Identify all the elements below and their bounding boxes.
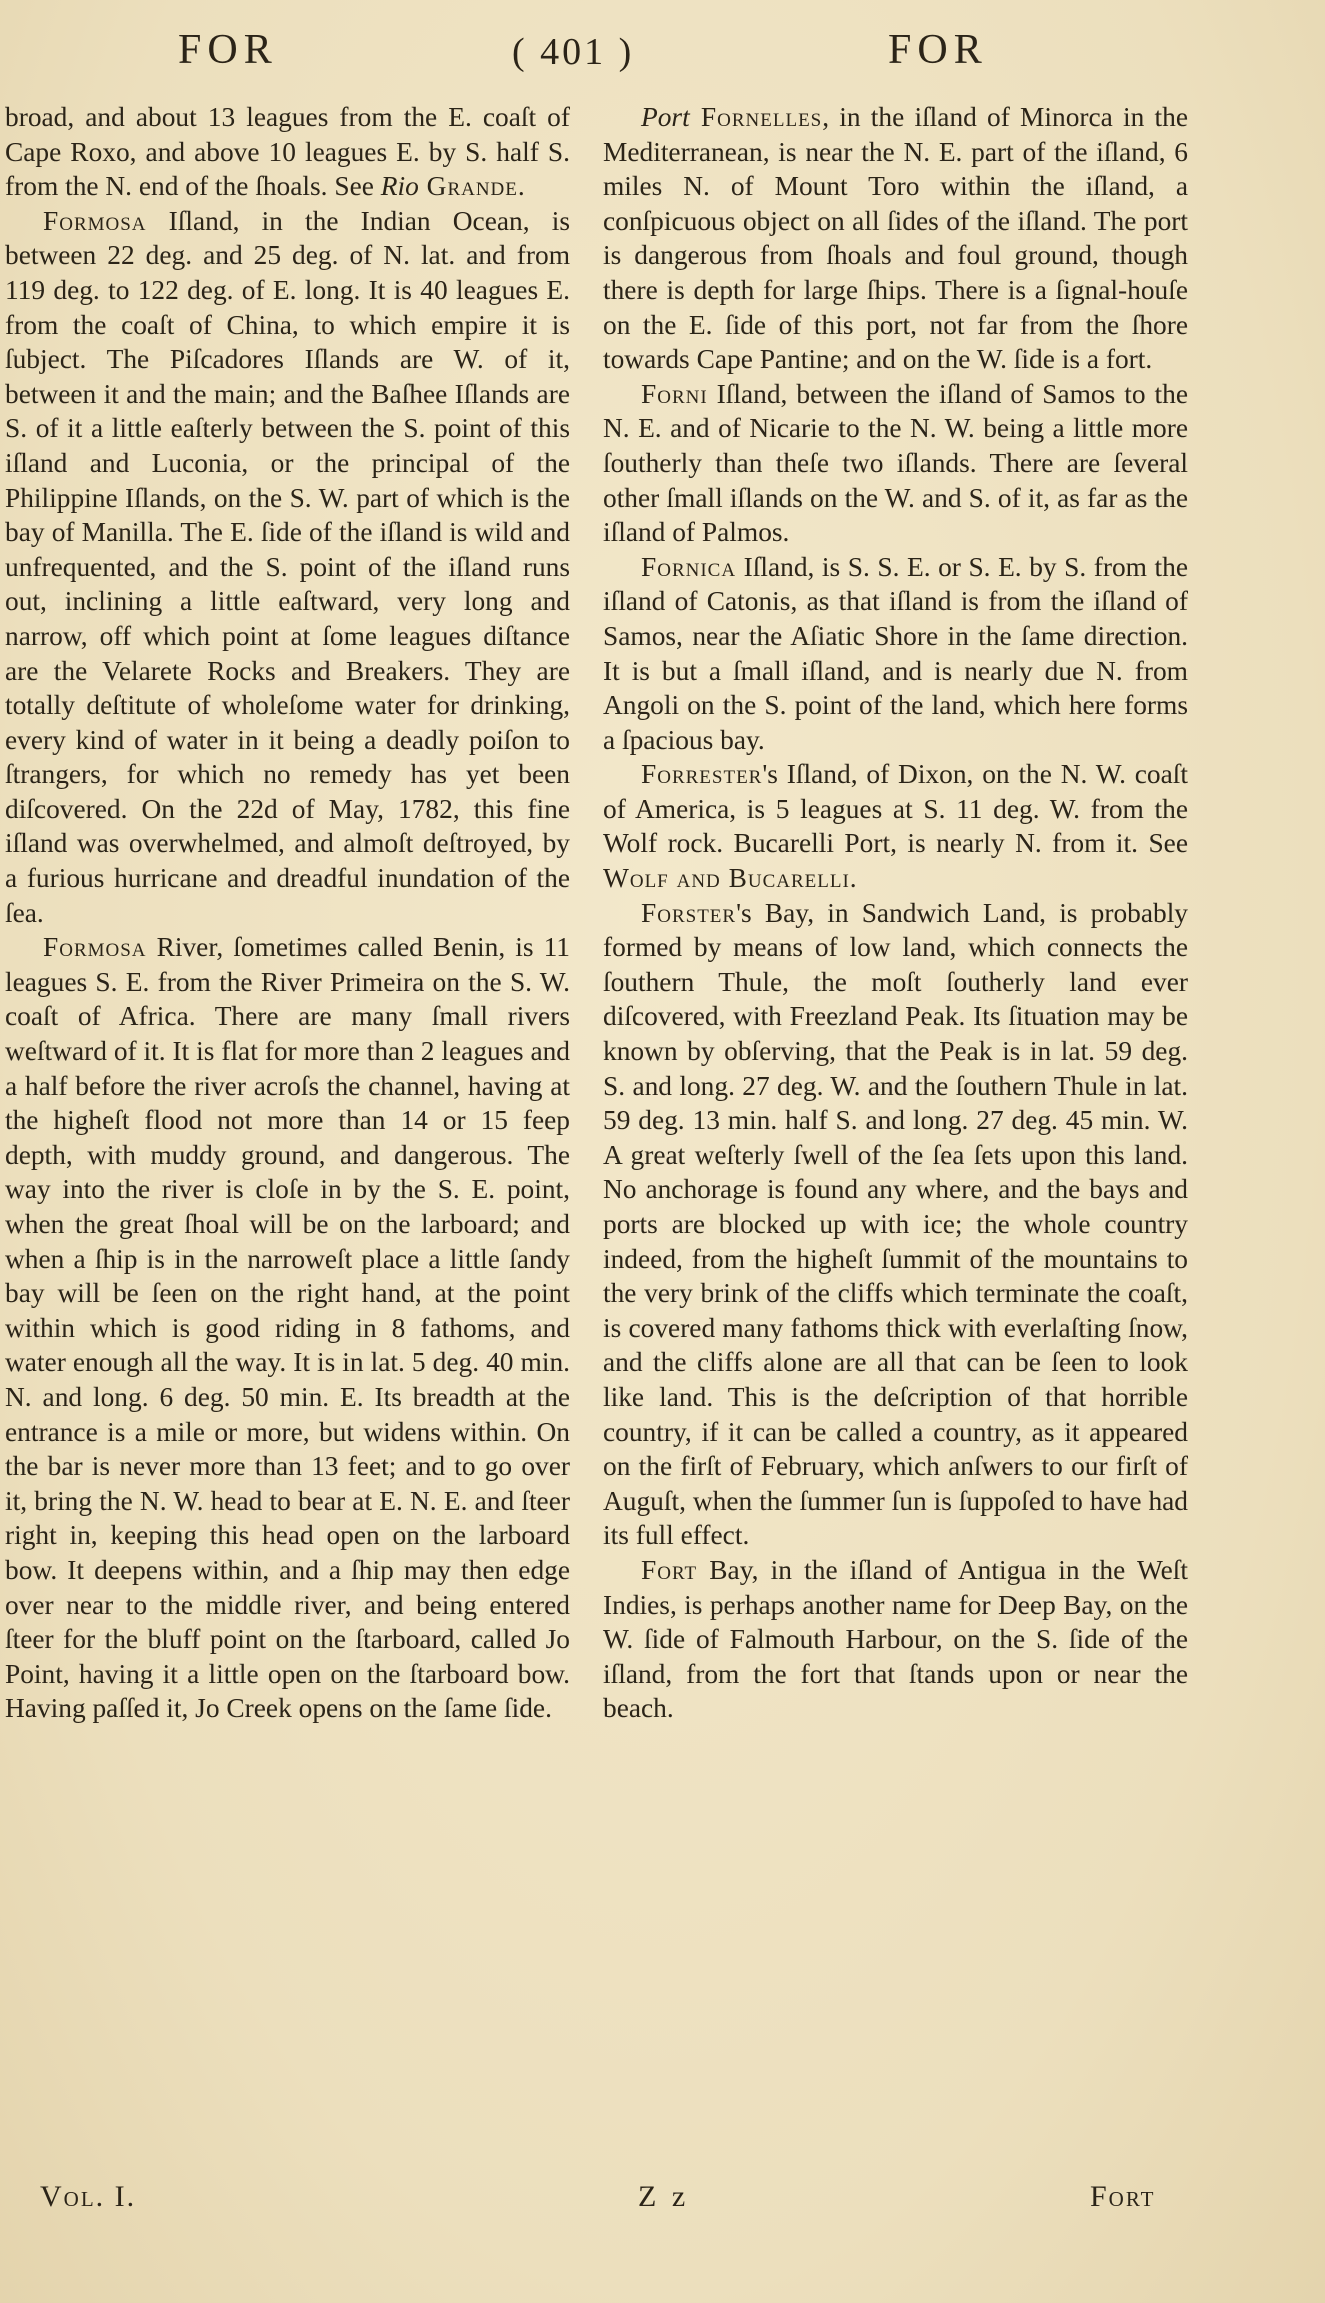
cross-ref-headword: Grande.: [418, 171, 526, 202]
right-column: [603, 100, 1188, 1726]
entry-formosa-river: [5, 930, 570, 1726]
cross-ref-italic: Rio: [380, 171, 419, 202]
entry-headword: Forrester: [641, 759, 763, 790]
entry-text: Iſland, between the iſland of Samos to the N. E. and of Nicarie to the N. W. being a little more ſoutherly than theſe two iſlands. There are ſeveral other ſmall iſlands on the W. and S. of it, as far as the iſland of Palmos.: [603, 378, 1188, 548]
entry-text: Iſland, is S. S. E. or S. E. by S. from the iſland of Catonis, as that iſland is from the iſland of Samos, near the Aſiatic Shore in the ſame direction. It is but a ſmall iſland, and is nearly due N. from Angoli on the S. point of the land, which here forms a ſpacious bay.: [603, 551, 1188, 755]
header-right-word: FOR: [888, 27, 988, 73]
entry-headword: Formosa: [43, 205, 147, 236]
entry-formosa-island: [5, 204, 570, 930]
entry-text: River, ſometimes called Benin, is 11 leagues S. E. from the River Primeira on the S. W. coaſt of Africa. There are many ſmall rivers weſtward of it. It is flat for more than 2 leagues and a half before the river acroſs the channel, having at the higheſt flood not more than 14 or 15 feep depth, with muddy ground, and dangerous. The way into the river is cloſe in by the S. E. point, when the great ſhoal will be on the larboard; and when a ſhip is in the narroweſt place a little ſandy bay will be ſeen on the right hand, at the point within which is good riding in 8 fathoms, and water enough all the way. It is in lat. 5 deg. 40 min. N. and long. 6 deg. 50 min. E. Its breadth at the entrance is a mile or more, but widens within. On the bar is never more than 13 feet; and to go over it, bring the N. W. head to bear at E. N. E. and ſteer right in, keeping this head open on the larboard bow. It deepens within, and a ſhip may then edge over near to the middle river, and being entered ſteer for the bluff point on the ſtarboard, called Jo Point, having it a little open on the ſtarboard bow. Having paſſed it, Jo Creek opens on the ſame ſide.: [5, 932, 570, 1724]
entry-forresters-island: [603, 757, 1188, 895]
cross-ref-headword: Wolf and Bucarelli.: [603, 863, 858, 894]
left-column: [5, 100, 570, 1726]
signature-mark: Z z: [638, 2180, 690, 2213]
entry-fornica-island: [603, 550, 1188, 758]
entry-text: Iſland, in the Indian Ocean, is between 22 deg. and 25 deg. of N. lat. and from 119 deg. to 122 deg. of E. long. It is 40 leagues E. from the coaſt of China, to which empire it is ſubject. The Piſcadores Iſlands are W. of it, between it and the main; and the Baſhee Iſlands are S. of it a little eaſterly between the S. point of this iſland and Luconia, or the principal of the Philippine Iſlands, on the S. W. part of which is the bay of Manilla. The E. ſide of the iſland is wild and unfrequented, and the S. point of the iſland runs out, inclining a little eaſtward, very long and narrow, off which point at ſome leagues diſtance are the Velarete Rocks and Breakers. They are totally deſtitute of wholeſome water for drinking, every kind of water in it being a deadly poiſon to ſtrangers, for which no remedy has yet been diſcovered. On the 22d of May, 1782, this fine iſland was overwhelmed, and almoſt deſtroyed, by a furious hurricane and dreadful inundation of the ſea.: [5, 205, 570, 928]
entry-forni-island: [603, 377, 1188, 550]
running-header: [0, 22, 1325, 82]
entry-text: 's Iſland, of Dixon, on the N. W. coaſt of America, is 5 leagues at S. 11 deg. W. from the Wolf rock. Bucarelli Port, is nearly N. from it. See: [603, 759, 1188, 859]
entry-continuation: [5, 100, 570, 204]
entry-prefix-italic: Port: [641, 102, 690, 132]
volume-label: Vol. I.: [40, 2180, 137, 2213]
entry-headword: Forni: [641, 378, 708, 409]
entry-headword: Formosa: [43, 932, 147, 963]
header-left-word: FOR: [178, 27, 278, 73]
entry-text: Bay, in the iſland of Antigua in the Weſt Indies, is perhaps another name for Deep Bay, on the W. ſide of Falmouth Harbour, on the S. ſide of the iſland, from the fort that ſtands upon or near the beach.: [603, 1554, 1188, 1724]
entry-headword: Fornelles: [689, 102, 823, 132]
page-footer: [0, 2180, 1325, 2230]
entry-text: broad, and about 13 leagues from the E. coaſt of Cape Roxo, and above 10 leagues E. by S. half S. from the N. end of the ſhoals. See: [5, 102, 570, 202]
entry-text: , in the iſland of Minorca in the Mediterranean, is near the N. E. part of the iſland, 6 miles N. of Mount Toro within the iſland, a conſpicuous object on all ſides of the iſland. The port is dangerous from ſhoals and foul ground, though there is depth for large ſhips. There is a ſignal-houſe on the E. ſide of this port, not far from the ſhore towards Cape Pantine; and on the W. ſide is a fort.: [603, 102, 1188, 375]
entry-fort-bay: [603, 1553, 1188, 1726]
entry-text: 's Bay, in Sandwich Land, is probably formed by means of low land, which connects the ſouthern Thule, the moſt ſoutherly land ever diſcovered, with Freezland Peak. Its ſituation may be known by obſerving, that the Peak is in lat. 59 deg. S. and long. 27 deg. W. and the ſouthern Thule in lat. 59 deg. 13 min. half S. and long. 27 deg. 45 min. W. A great weſterly ſwell of the ſea ſets upon this land. No anchorage is found any where, and the bays and ports are blocked up with ice; the whole country indeed, from the higheſt ſummit of the mountains to the very brink of the cliffs which terminate the coaſt, is covered many fathoms thick with everlaſting ſnow, and the cliffs alone are all that can be ſeen to look like land. This is the deſcription of that horrible country, if it can be called a country, as it appeared on the firſt of February, which anſwers to our firſt of Auguſt, when the ſummer ſun is ſuppoſed to have had its full effect.: [603, 897, 1188, 1551]
entry-headword: Fornica: [641, 551, 737, 582]
entry-forsters-bay: [603, 896, 1188, 1553]
page-number: ( 401 ): [512, 31, 635, 73]
entry-headword: Fort: [641, 1554, 698, 1585]
entry-headword: Forster: [641, 897, 737, 928]
catchword: Fort: [1090, 2180, 1156, 2213]
entry-port-fornelles: [603, 100, 1188, 377]
